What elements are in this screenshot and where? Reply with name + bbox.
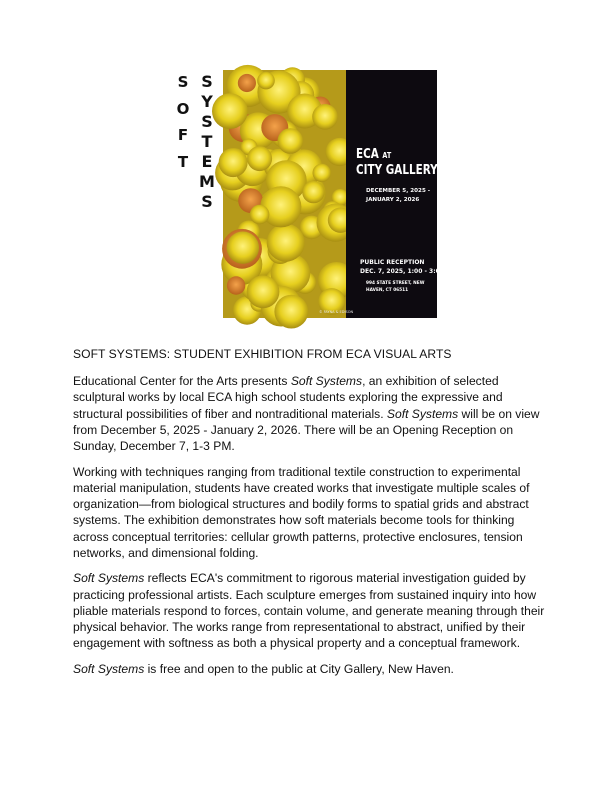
pom-pom <box>302 181 324 203</box>
exhibition-heading: SOFT SYSTEMS: STUDENT EXHIBITION FROM ECA VISUAL ARTS <box>73 347 452 361</box>
pom-pom <box>212 93 248 129</box>
pom-pom <box>250 205 270 225</box>
poster-dates: DECEMBER 5, 2025 - JANUARY 2, 2026 <box>366 188 431 203</box>
poster-info-panel <box>346 70 457 318</box>
pom-pom <box>219 148 248 177</box>
poster-reception: PUBLIC RECEPTION DEC. 7, 2025, 1:00 - 3:00 PM <box>360 259 457 275</box>
paragraph-intro: Educational Center for the Arts presents Soft Systems, an exhibition of selected sculptural works by local ECA high school students exploring the expressive and structural possibilities of fiber and nontraditional materials. Soft Systems will be on view from December 5, 2025 - January 2, 2026. There will be an Opening Reception on Sunday, December 7, 1-3 PM. <box>73 374 540 454</box>
pom-pom <box>227 232 259 264</box>
paragraph-commitment: Soft Systems reflects ECA's commitment to rigorous material investigation guided by practicing professional artists. Each sculpture emerges from sustained inquiry into how pliable materials respond to forces, contain volume, and generate meaning through their physical behavior. The works range from representational to abstract, unified by their engagement with softness as both a physical property and a conceptual framework. <box>73 571 545 651</box>
poster-title-soft: S O F T <box>176 73 190 171</box>
exhibition-poster <box>167 70 457 318</box>
poster-credit: © FAYNA & EDISON <box>319 310 354 314</box>
paragraph-techniques: Working with techniques ranging from traditional textile construction to experimental material manipulation, students have created works that investigate multiple scales of organization—from biological structures and bodily forms to spatial grids and abstract systems. The exhibition demonstrates how soft materials become tools for thinking across conceptual territories: cellular growth patterns, protective enclosures, tension networks, and dimensional folding. <box>73 464 530 560</box>
poster-address: 994 STATE STREET, NEW HAVEN, CT 06511 <box>366 281 425 293</box>
pom-pom <box>247 146 272 171</box>
pom-pom <box>274 295 308 329</box>
document-body <box>73 346 553 687</box>
poster-venue: ECA AT CITY GALLERY <box>356 147 438 178</box>
poster-title-systems: S Y S T E M S <box>199 72 215 211</box>
pom-pom <box>227 276 245 294</box>
pom-pom <box>247 275 280 308</box>
pom-pom <box>257 72 275 90</box>
pom-pom <box>267 224 305 262</box>
paragraph-admission: Soft Systems is free and open to the public at City Gallery, New Haven. <box>73 661 454 676</box>
pom-pom <box>313 164 331 182</box>
pom-pom <box>238 74 256 92</box>
pom-pom <box>278 128 304 154</box>
pom-pom <box>312 104 338 130</box>
